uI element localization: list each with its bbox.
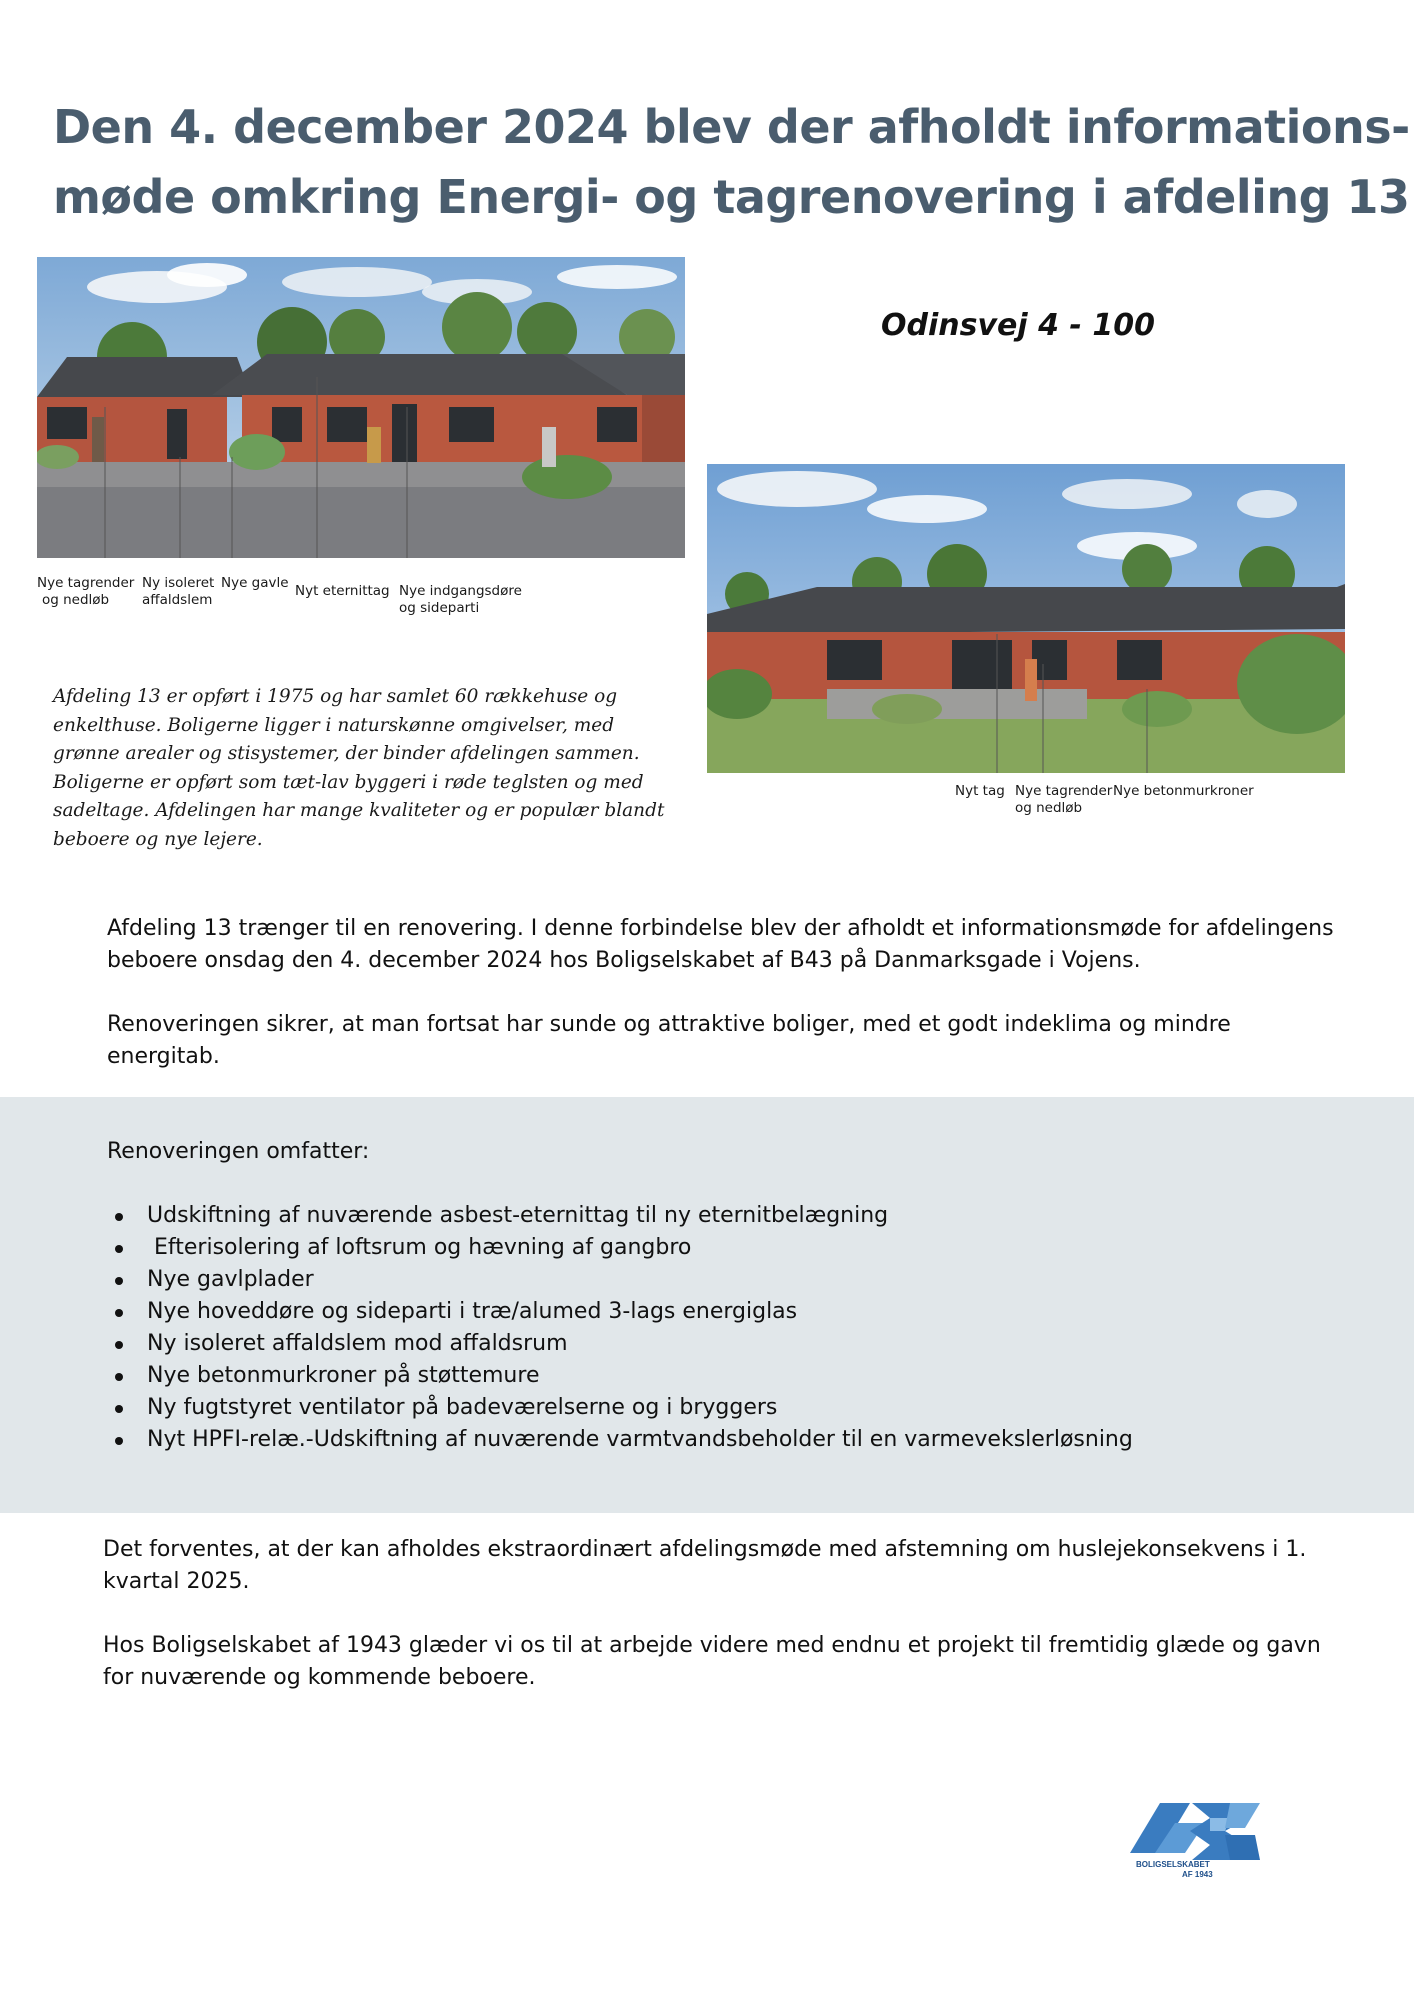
meeting-paragraph: Afdeling 13 trænger til en renovering. I denne forbindelse blev der afholdt et informationsmøde for afdelingens beboere onsdag den 4. december 2024 hos Boligselskabet af B43 på Danmarksgade i Vojens. bbox=[107, 916, 1334, 973]
list-item: Ny fugtstyret ventilator på badeværelserne og i bryggers bbox=[107, 1392, 1367, 1424]
list-item: Nyt HPFI-relæ.-Udskiftning af nuværende varmtvandsbeholder til en varmevekslerløsning bbox=[107, 1424, 1367, 1456]
renovation-list bbox=[107, 1200, 1367, 1456]
rear-house-illustration bbox=[707, 464, 1345, 773]
front-house-render bbox=[37, 257, 685, 558]
company-logo bbox=[1130, 1803, 1280, 1881]
page-title-line-2: møde omkring Energi- og tagrenovering i afdeling 13 bbox=[53, 170, 1410, 224]
callout-new-roof: Nyt tag bbox=[955, 783, 1005, 799]
closing-paragraph: Hos Boligselskabet af 1943 glæder vi os til at arbejde videre med endnu et projekt til fremtidig glæde og gavn for nuværende og kommende beboere. bbox=[103, 1633, 1321, 1690]
meeting-vote-paragraph: Det forventes, at der kan afholdes ekstraordinært afdelingsmøde med afstemning om huslejekonsekvens i 1. kvartal 2025. bbox=[103, 1537, 1307, 1594]
renovation-heading: Renoveringen omfatter: bbox=[107, 1139, 370, 1164]
callout-wall-crowns: Nye betonmurkroner bbox=[1113, 783, 1254, 799]
logo-mark bbox=[1130, 1803, 1280, 1881]
callout-entrance-doors: Nye indgangsdøre og sideparti bbox=[399, 583, 522, 616]
logo-text-line-2: AF 1943 bbox=[1182, 1870, 1213, 1879]
address-subtitle: Odinsvej 4 - 100 bbox=[881, 308, 1155, 343]
list-item: Udskiftning af nuværende asbest-eternittag til ny eternitbelægning bbox=[107, 1200, 1367, 1232]
rear-house-render bbox=[707, 464, 1345, 773]
benefit-paragraph: Renoveringen sikrer, at man fortsat har sunde og attraktive boliger, med et godt indeklima og mindre energitab. bbox=[107, 1012, 1231, 1069]
list-item: Ny isoleret affaldslem mod affaldsrum bbox=[107, 1328, 1367, 1360]
list-item: Nye betonmurkroner på støttemure bbox=[107, 1360, 1367, 1392]
callout-gutters-back: Nye tagrender og nedløb bbox=[1015, 783, 1113, 816]
intro-paragraph: Afdeling 13 er opført i 1975 og har samlet 60 rækkehuse og enkelthuse. Boligerne ligger i naturskønne omgivelser, med grønne arealer og stisystemer, der binder afdelingen sammen. Boligerne er opført som tæt-lav byggeri i røde teglsten og med sadeltage. Afdelingen har mange kvaliteter og er populær blandt beboere og nye lejere. bbox=[53, 686, 665, 850]
callout-gutters-front: Nye tagrender og nedløb bbox=[37, 575, 135, 608]
logo-text-line-1: BOLIGSELSKABET bbox=[1136, 1860, 1210, 1869]
callout-gables: Nye gavle bbox=[221, 575, 289, 591]
callout-eternit-roof: Nyt eternittag bbox=[295, 583, 390, 599]
page-title-line-1: Den 4. december 2024 blev der afholdt informations- bbox=[53, 100, 1410, 154]
page-title bbox=[53, 92, 1410, 232]
callout-waste-hatch: Ny isoleret affaldslem bbox=[142, 575, 215, 608]
list-item: Nye gavlplader bbox=[107, 1264, 1367, 1296]
list-item: Nye hoveddøre og sideparti i træ/alumed 3-lags energiglas bbox=[107, 1296, 1367, 1328]
list-item: Efterisolering af loftsrum og hævning af gangbro bbox=[107, 1232, 1367, 1264]
front-house-illustration bbox=[37, 257, 685, 558]
